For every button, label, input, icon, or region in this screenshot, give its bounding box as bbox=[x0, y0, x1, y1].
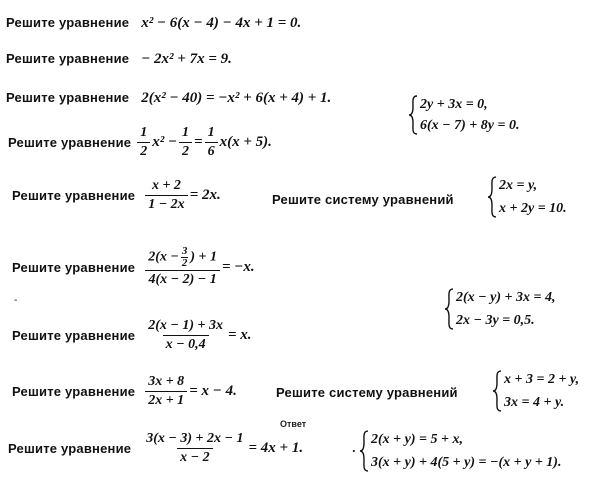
equation-1: x² − 6(x − 4) − 4x + 1 = 0. bbox=[141, 15, 302, 31]
task-label: Решите уравнение bbox=[6, 51, 130, 66]
system-4 bbox=[492, 370, 579, 412]
equation-4-part: x(x + 5). bbox=[219, 134, 272, 150]
task-label: Решите уравнение bbox=[8, 441, 132, 456]
brace-icon bbox=[492, 370, 502, 412]
brace-icon bbox=[487, 176, 497, 218]
system-2-line-2: x + 2y = 10. bbox=[499, 201, 567, 216]
system-2-label-row bbox=[272, 191, 454, 209]
task-6 bbox=[12, 246, 255, 288]
system-2 bbox=[487, 176, 567, 218]
stray-dash: - bbox=[14, 295, 18, 306]
system-3-line-2: 2x − 3y = 0,5. bbox=[456, 313, 535, 328]
task-label: Решите систему уравнений bbox=[276, 385, 458, 400]
equation-5-rhs: = 2x. bbox=[189, 187, 221, 203]
equation-6-rhs: = −x. bbox=[222, 258, 255, 275]
fraction: 2(x − $\frac{3}{2}$ ) + 1 4(x − 2) − 1 bbox=[145, 246, 220, 288]
fraction: $\frac{1}{2}$ bbox=[137, 125, 150, 160]
fraction: $\frac{2(x - 1) + 3x}{x - 0,4}$ bbox=[148, 318, 223, 352]
task-label: Решите уравнение bbox=[12, 188, 136, 203]
system-4-line-2: 3x = 4 + y. bbox=[504, 395, 565, 410]
system-2-line-1: 2x = y, bbox=[499, 178, 538, 193]
task-1 bbox=[6, 14, 301, 32]
system-3-line-1: 2(x − y) + 3x = 4, bbox=[456, 290, 556, 305]
task-label: Решите уравнение bbox=[12, 328, 136, 343]
fraction: $\frac{1}{6}$ bbox=[205, 125, 218, 160]
system-4-line-1: x + 3 = 2 + y, bbox=[504, 372, 580, 387]
task-label: Решите уравнение bbox=[12, 259, 136, 275]
equation-7-rhs: = x. bbox=[228, 327, 252, 343]
system-1-line-1: 2y + 3x = 0, bbox=[420, 97, 488, 112]
task-9 bbox=[8, 431, 303, 466]
nested-fraction: $\frac{3}{2}$ bbox=[181, 245, 188, 269]
task-7 bbox=[12, 318, 252, 353]
system-1-line-2: 6(x − 7) + 8y = 0. bbox=[420, 118, 520, 133]
task-label: Решите уравнение bbox=[8, 135, 132, 150]
system-3 bbox=[444, 288, 555, 330]
system-4-label-row bbox=[276, 384, 458, 402]
equation-4-part: = bbox=[194, 134, 203, 150]
equation-9-rhs: = 4x + 1. bbox=[248, 440, 304, 456]
cut-off-fragment: Ответ bbox=[280, 419, 307, 429]
equation-8-rhs: = x − 4. bbox=[189, 383, 237, 399]
fraction: $\frac{3(x - 3) + 2x - 1}{x - 2}$ bbox=[146, 431, 244, 465]
brace-icon bbox=[444, 288, 454, 330]
fraction: $\frac{1}{2}$ bbox=[179, 125, 192, 160]
brace-icon bbox=[408, 95, 418, 135]
equation-2: − 2x² + 7x = 9. bbox=[141, 51, 232, 67]
stray-dot: . bbox=[352, 440, 356, 455]
brace-icon bbox=[359, 430, 369, 472]
task-8 bbox=[12, 374, 237, 409]
task-2 bbox=[6, 50, 232, 68]
system-5 bbox=[359, 430, 561, 472]
fraction: $\frac{x + 2}{1 - 2x}$ bbox=[145, 178, 187, 213]
task-3 bbox=[6, 89, 331, 107]
equation-3: 2(x² − 40) = −x² + 6(x + 4) + 1. bbox=[141, 90, 332, 106]
equation-4-part: x² − bbox=[152, 134, 178, 150]
system-5-line-1: 2(x + y) = 5 + x, bbox=[371, 432, 463, 447]
task-4 bbox=[8, 125, 272, 160]
task-label: Решите уравнение bbox=[6, 15, 130, 30]
task-label: Решите уравнение bbox=[6, 90, 130, 105]
system-5-line-2: 3(x + y) + 4(5 + y) = −(x + y + 1). bbox=[371, 455, 562, 470]
fraction: $\frac{3x + 8}{2x + 1}$ bbox=[145, 374, 187, 409]
task-label: Решите уравнение bbox=[12, 384, 136, 399]
task-label: Решите систему уравнений bbox=[272, 192, 454, 207]
system-1 bbox=[408, 95, 519, 135]
task-5 bbox=[12, 178, 221, 213]
